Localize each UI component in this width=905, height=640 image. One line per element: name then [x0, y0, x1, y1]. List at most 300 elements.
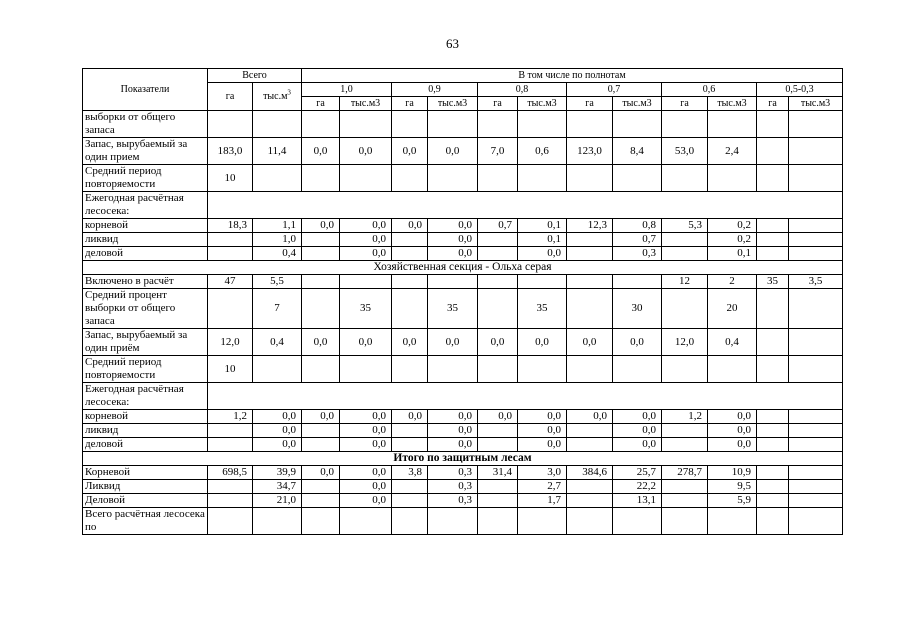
table-cell: 9,5	[708, 480, 757, 494]
table-cell	[757, 233, 789, 247]
table-cell: 123,0	[567, 138, 613, 165]
table-cell	[789, 111, 843, 138]
table-cell: 2	[708, 275, 757, 289]
table-cell: 0,0	[567, 410, 613, 424]
table-cell	[789, 494, 843, 508]
header-total: Всего	[208, 69, 302, 83]
table-cell: 31,4	[478, 466, 518, 480]
table-cell	[567, 165, 613, 192]
table-row	[83, 247, 843, 261]
table-cell	[253, 111, 302, 138]
table-cell	[340, 275, 392, 289]
table-cell: 12,0	[208, 329, 253, 356]
table-cell: 0,0	[428, 233, 478, 247]
table-cell: 0,0	[392, 138, 428, 165]
table-cell: 25,7	[613, 466, 662, 480]
table-cell	[478, 424, 518, 438]
table-row	[83, 192, 843, 219]
row-label: Ликвид	[83, 480, 208, 494]
table-cell	[789, 438, 843, 452]
header-unit-ha: га	[662, 97, 708, 111]
table-cell	[478, 165, 518, 192]
table-cell: 0,1	[518, 219, 567, 233]
table-cell: 10	[208, 165, 253, 192]
table-cell	[208, 438, 253, 452]
table-cell	[757, 289, 789, 329]
table-cell: 0,0	[428, 247, 478, 261]
table-cell: 0,0	[340, 233, 392, 247]
table-cell: 0,0	[478, 329, 518, 356]
table-cell: 3,8	[392, 466, 428, 480]
table-row	[83, 233, 843, 247]
table-cell	[253, 356, 302, 383]
table-cell	[789, 466, 843, 480]
table-cell	[662, 289, 708, 329]
table-cell	[392, 247, 428, 261]
table-cell	[662, 165, 708, 192]
table-cell	[567, 275, 613, 289]
table-cell	[567, 508, 613, 535]
table-cell: 10,9	[708, 466, 757, 480]
table-cell: 8,4	[613, 138, 662, 165]
table-row	[83, 424, 843, 438]
row-label: выборки от общего запаса	[83, 111, 208, 138]
table-cell: 0,0	[428, 138, 478, 165]
table-cell	[208, 494, 253, 508]
table-cell: 1,2	[208, 410, 253, 424]
table-cell	[789, 424, 843, 438]
table-row	[83, 410, 843, 424]
table-row	[83, 508, 843, 535]
table-cell	[340, 165, 392, 192]
table-cell	[478, 508, 518, 535]
table-cell	[428, 165, 478, 192]
table-cell	[757, 466, 789, 480]
table-row	[83, 466, 843, 480]
table-cell	[789, 247, 843, 261]
table-cell	[428, 111, 478, 138]
table-cell	[613, 165, 662, 192]
section-title: Хозяйственная секция - Ольха серая	[83, 261, 843, 275]
table-cell: 39,9	[253, 466, 302, 480]
table-cell	[662, 233, 708, 247]
table-cell: 34,7	[253, 480, 302, 494]
table-cell: 384,6	[567, 466, 613, 480]
table-cell: 35	[428, 289, 478, 329]
table-cell: 0,0	[340, 494, 392, 508]
table-cell: 1,1	[253, 219, 302, 233]
row-label: Включено в расчёт	[83, 275, 208, 289]
table-cell	[662, 480, 708, 494]
table-cell	[340, 356, 392, 383]
header-density-2: 0,9	[392, 83, 478, 97]
table-cell	[789, 410, 843, 424]
table-cell	[478, 233, 518, 247]
table-cell: 11,4	[253, 138, 302, 165]
table-cell	[518, 111, 567, 138]
table-cell: 1,0	[253, 233, 302, 247]
table-cell: 0,0	[302, 138, 340, 165]
table-row	[83, 275, 843, 289]
table-cell	[567, 289, 613, 329]
table-cell: 0,0	[302, 219, 340, 233]
table-cell: 0,3	[613, 247, 662, 261]
row-label: ликвид	[83, 424, 208, 438]
table-cell	[789, 508, 843, 535]
table-cell: 0,0	[340, 424, 392, 438]
table-cell	[478, 494, 518, 508]
header-unit-volume: тыс.м3	[518, 97, 567, 111]
row-label: Всего расчётная лесосека по	[83, 508, 208, 535]
table-cell	[302, 356, 340, 383]
table-cell: 10	[208, 356, 253, 383]
table-cell	[757, 508, 789, 535]
table-cell	[613, 275, 662, 289]
table-cell	[757, 165, 789, 192]
table-cell	[567, 111, 613, 138]
header-unit-ha: га	[757, 97, 789, 111]
table-cell	[613, 356, 662, 383]
table-cell: 0,0	[392, 329, 428, 356]
row-label: ликвид	[83, 233, 208, 247]
table-cell	[478, 480, 518, 494]
table-cell: 0,0	[518, 329, 567, 356]
table-cell: 0,4	[708, 329, 757, 356]
table-cell	[757, 480, 789, 494]
table-cell: 5,5	[253, 275, 302, 289]
table-cell	[392, 275, 428, 289]
table-cell: 18,3	[208, 219, 253, 233]
table-cell	[757, 111, 789, 138]
table-row	[83, 356, 843, 383]
table-cell: 2,4	[708, 138, 757, 165]
table-cell: 0,2	[708, 219, 757, 233]
table-cell	[567, 438, 613, 452]
table-cell	[662, 247, 708, 261]
empty-span-cell	[208, 192, 843, 219]
table-cell: 0,4	[253, 247, 302, 261]
header-total-volume	[253, 83, 302, 111]
section-row	[83, 452, 843, 466]
page-number: 63	[446, 36, 459, 51]
table-cell	[302, 165, 340, 192]
table-row	[83, 438, 843, 452]
table-cell: 1,7	[518, 494, 567, 508]
table-cell	[392, 438, 428, 452]
section-title: Итого по защитным лесам	[83, 452, 843, 466]
table-cell: 0,0	[253, 410, 302, 424]
row-label: Средний период повторяемости	[83, 165, 208, 192]
header-total-volume-sup: 3	[287, 88, 291, 97]
table-cell: 0,0	[253, 424, 302, 438]
table-cell	[757, 138, 789, 165]
table-cell: 0,0	[613, 438, 662, 452]
table-cell: 0,1	[708, 247, 757, 261]
table-cell	[757, 329, 789, 356]
table-cell	[253, 508, 302, 535]
header-unit-volume: тыс.м3	[789, 97, 843, 111]
table-cell	[392, 508, 428, 535]
table-cell	[302, 247, 340, 261]
table-cell	[302, 289, 340, 329]
table-row	[83, 165, 843, 192]
table-cell: 3,5	[789, 275, 843, 289]
header-unit-ha: га	[302, 97, 340, 111]
table-cell	[302, 438, 340, 452]
table-cell: 0,0	[302, 329, 340, 356]
table-cell: 12	[662, 275, 708, 289]
table-cell: 0,0	[392, 219, 428, 233]
header-unit-volume: тыс.м3	[340, 97, 392, 111]
table-cell	[392, 289, 428, 329]
table-cell: 0,0	[340, 329, 392, 356]
table-cell: 13,1	[613, 494, 662, 508]
header-row-1	[83, 69, 843, 83]
row-label: корневой	[83, 410, 208, 424]
table-cell	[208, 424, 253, 438]
table-cell: 0,0	[428, 410, 478, 424]
table-cell: 53,0	[662, 138, 708, 165]
table-cell: 183,0	[208, 138, 253, 165]
table-cell: 1,2	[662, 410, 708, 424]
row-label: корневой	[83, 219, 208, 233]
table-cell: 20	[708, 289, 757, 329]
table-cell	[208, 480, 253, 494]
table-cell: 0,0	[567, 329, 613, 356]
table-cell: 0,0	[518, 424, 567, 438]
table-cell	[340, 508, 392, 535]
table-cell	[208, 247, 253, 261]
table-cell: 0,0	[340, 138, 392, 165]
table-cell	[708, 165, 757, 192]
table-cell	[478, 356, 518, 383]
table-cell	[757, 424, 789, 438]
table-cell	[708, 111, 757, 138]
cutting-area-table	[82, 68, 843, 535]
table-cell	[208, 289, 253, 329]
table-cell: 0,0	[340, 438, 392, 452]
table-cell	[428, 275, 478, 289]
table-cell: 0,7	[478, 219, 518, 233]
table-cell	[662, 424, 708, 438]
header-unit-ha: га	[392, 97, 428, 111]
table-cell: 0,0	[428, 424, 478, 438]
table-cell	[518, 356, 567, 383]
table-row	[83, 329, 843, 356]
row-label: Ежегодная расчётная лесосека:	[83, 383, 208, 410]
header-unit-volume: тыс.м3	[613, 97, 662, 111]
table-cell	[428, 356, 478, 383]
table-cell	[789, 165, 843, 192]
row-label: Деловой	[83, 494, 208, 508]
table-cell	[613, 111, 662, 138]
table-cell	[340, 111, 392, 138]
table-cell	[708, 508, 757, 535]
section-row	[83, 261, 843, 275]
table-cell: 0,0	[428, 438, 478, 452]
table-cell	[567, 247, 613, 261]
table-cell	[518, 508, 567, 535]
table-row	[83, 494, 843, 508]
table-cell: 0,0	[428, 219, 478, 233]
table-cell: 0,2	[708, 233, 757, 247]
table-cell: 0,0	[708, 410, 757, 424]
table-cell	[392, 233, 428, 247]
table-cell: 0,0	[340, 466, 392, 480]
table-cell	[208, 111, 253, 138]
table-cell	[757, 247, 789, 261]
table-cell: 0,0	[253, 438, 302, 452]
table-cell	[392, 424, 428, 438]
row-label: деловой	[83, 247, 208, 261]
table-cell: 0,0	[392, 410, 428, 424]
table-cell: 35	[340, 289, 392, 329]
table-cell	[567, 424, 613, 438]
header-unit-ha: га	[567, 97, 613, 111]
table-cell: 0,0	[613, 329, 662, 356]
table-cell	[428, 508, 478, 535]
table-cell: 0,0	[518, 438, 567, 452]
table-cell: 0,0	[613, 424, 662, 438]
table-cell	[757, 438, 789, 452]
table-cell: 698,5	[208, 466, 253, 480]
table-row	[83, 480, 843, 494]
table-cell	[567, 494, 613, 508]
table-cell	[478, 111, 518, 138]
table-cell	[662, 111, 708, 138]
table-cell: 0,0	[428, 329, 478, 356]
row-label: Запас, вырубаемый за один приём	[83, 329, 208, 356]
table-cell	[662, 494, 708, 508]
table-cell: 12,3	[567, 219, 613, 233]
table-cell	[302, 480, 340, 494]
table-cell: 35	[518, 289, 567, 329]
empty-span-cell	[208, 383, 843, 410]
table-cell	[757, 494, 789, 508]
table-cell	[302, 275, 340, 289]
table-cell: 0,0	[302, 466, 340, 480]
table-cell: 0,3	[428, 494, 478, 508]
header-total-ha: га	[208, 83, 253, 111]
table-cell	[392, 111, 428, 138]
table-cell: 0,7	[613, 233, 662, 247]
header-density-3: 0,8	[478, 83, 567, 97]
table-cell: 35	[757, 275, 789, 289]
table-cell	[392, 494, 428, 508]
table-cell: 7,0	[478, 138, 518, 165]
table-cell: 0,3	[428, 466, 478, 480]
table-cell	[662, 438, 708, 452]
table-cell: 0,8	[613, 219, 662, 233]
table-cell	[567, 356, 613, 383]
table-cell	[518, 275, 567, 289]
table-cell	[757, 410, 789, 424]
table-cell	[789, 356, 843, 383]
table-cell	[613, 508, 662, 535]
table-cell	[208, 508, 253, 535]
table-cell: 30	[613, 289, 662, 329]
row-label: Средний процент выборки от общего запаса	[83, 289, 208, 329]
table-cell: 3,0	[518, 466, 567, 480]
row-label: Корневой	[83, 466, 208, 480]
table-cell: 0,3	[428, 480, 478, 494]
table-cell: 0,0	[518, 410, 567, 424]
table-cell: 0,0	[518, 247, 567, 261]
table-cell	[662, 356, 708, 383]
row-label: деловой	[83, 438, 208, 452]
table-row	[83, 138, 843, 165]
table-cell	[757, 356, 789, 383]
table-cell	[392, 356, 428, 383]
table-cell: 7	[253, 289, 302, 329]
table-cell	[302, 508, 340, 535]
table-cell	[518, 165, 567, 192]
table-cell	[662, 508, 708, 535]
table-cell: 0,0	[340, 247, 392, 261]
table-cell	[789, 480, 843, 494]
table-cell	[302, 424, 340, 438]
header-unit-ha: га	[478, 97, 518, 111]
table-cell: 0,0	[340, 480, 392, 494]
header-density-5: 0,6	[662, 83, 757, 97]
table-cell	[478, 275, 518, 289]
header-total-volume-unit: тыс.м	[263, 91, 288, 102]
table-cell	[789, 289, 843, 329]
table-cell	[392, 165, 428, 192]
table-cell: 0,0	[302, 410, 340, 424]
table-cell: 2,7	[518, 480, 567, 494]
table-cell: 5,9	[708, 494, 757, 508]
table-cell: 0,0	[340, 219, 392, 233]
table-cell	[302, 233, 340, 247]
header-density-4: 0,7	[567, 83, 662, 97]
table-row	[83, 111, 843, 138]
table-row	[83, 383, 843, 410]
table-cell: 0,0	[478, 410, 518, 424]
header-indicators: Показатели	[83, 69, 208, 111]
header-density-1: 1,0	[302, 83, 392, 97]
table-row	[83, 289, 843, 329]
table-cell	[302, 494, 340, 508]
row-label: Ежегодная расчётная лесосека:	[83, 192, 208, 219]
table-cell	[789, 219, 843, 233]
header-unit-volume: тыс.м3	[708, 97, 757, 111]
table-cell: 0,0	[708, 424, 757, 438]
table-cell: 5,3	[662, 219, 708, 233]
table-cell	[208, 233, 253, 247]
header-unit-volume: тыс.м3	[428, 97, 478, 111]
table-cell	[789, 329, 843, 356]
table-cell: 278,7	[662, 466, 708, 480]
table-cell	[789, 233, 843, 247]
table-cell	[478, 438, 518, 452]
table-cell: 0,0	[708, 438, 757, 452]
table-cell	[757, 219, 789, 233]
table-cell	[789, 138, 843, 165]
header-by-density: В том числе по полнотам	[302, 69, 843, 83]
table-cell: 0,0	[613, 410, 662, 424]
header-density-6: 0,5-0,3	[757, 83, 843, 97]
table-cell	[392, 480, 428, 494]
table-cell: 12,0	[662, 329, 708, 356]
table-cell	[478, 289, 518, 329]
row-label: Средний период повторяемости	[83, 356, 208, 383]
table-cell: 0,1	[518, 233, 567, 247]
table-cell: 0,0	[340, 410, 392, 424]
table-cell	[567, 480, 613, 494]
table-cell	[302, 111, 340, 138]
table-cell: 21,0	[253, 494, 302, 508]
